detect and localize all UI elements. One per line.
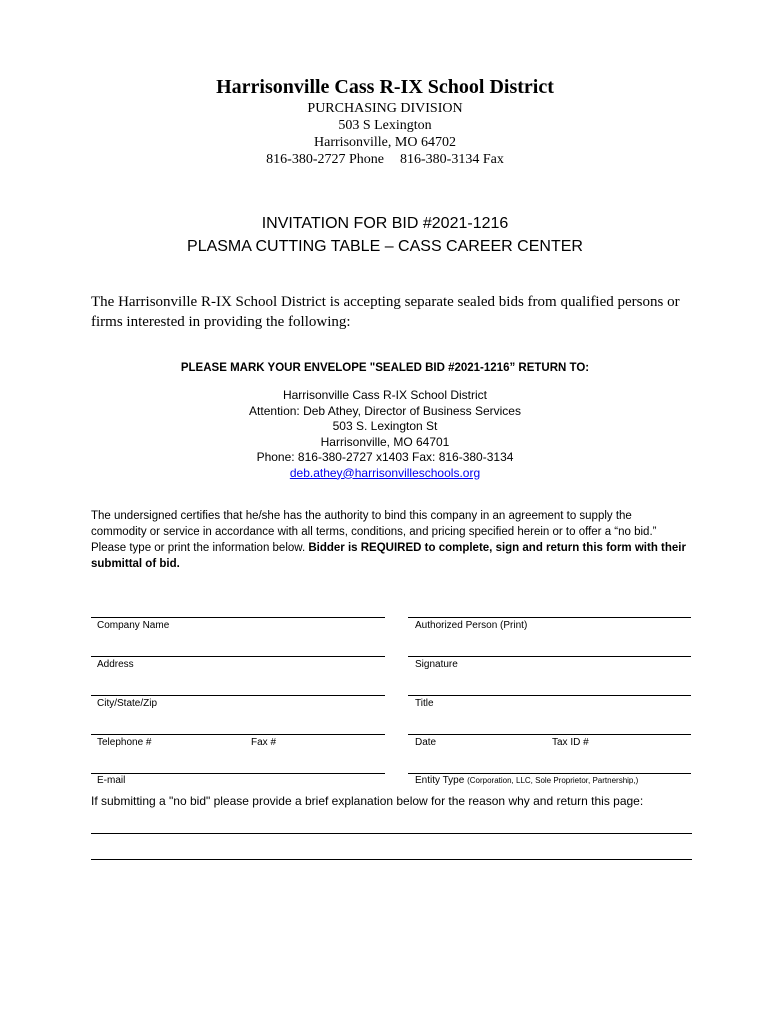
city-state-zip-label: City/State/Zip [97, 698, 158, 709]
entity-type-hint: (Corporation, LLC, Sole Proprietor, Partnership,) [467, 776, 639, 785]
address-label: Address [97, 659, 134, 670]
authorized-person-label: Authorized Person (Print) [415, 620, 528, 631]
email-label: E-mail [97, 775, 126, 786]
telephone-label: Telephone # [97, 737, 152, 748]
header-phone: 816-380-2727 Phone [266, 152, 384, 167]
bid-title-line1: INVITATION FOR BID #2021-1216 [261, 215, 509, 232]
street-address: 503 S Lexington [338, 118, 432, 133]
certification-text: The undersigned certifies that he/she has the authority to bind this company in an agreement to supply the commodity or service in accordance with all terms, conditions, and pricing specified herein or to offer a “no bid.” Please type or print the information below. [91, 510, 657, 554]
city-address: Harrisonville, MO 64702 [314, 135, 456, 150]
return-line-city: Harrisonville, MO 64701 [320, 434, 450, 449]
certification-paragraph [91, 508, 686, 572]
address-line[interactable] [91, 656, 385, 657]
authorized-person-line[interactable] [408, 617, 691, 618]
signature-line[interactable] [408, 656, 691, 657]
email-link[interactable]: deb.athey@harrisonvilleschools.org [289, 465, 481, 480]
no-bid-reason-line-1[interactable] [91, 833, 692, 834]
bid-title-line2: PLASMA CUTTING TABLE – CASS CAREER CENTER [187, 238, 583, 255]
return-line-street: 503 S. Lexington St [332, 419, 438, 433]
certification-required-text: Bidder is REQUIRED to complete, sign and return this form with their submittal of bid. [91, 542, 686, 570]
email-line[interactable] [91, 773, 385, 774]
company-name-line[interactable] [91, 617, 385, 618]
return-line-attention: Attention: Deb Athey, Director of Business Services [249, 403, 521, 418]
date-taxid-line[interactable] [408, 734, 691, 735]
entity-type-text: Entity Type [415, 775, 465, 786]
tax-id-label: Tax ID # [552, 737, 589, 748]
city-state-zip-line[interactable] [91, 695, 385, 696]
title-label: Title [415, 698, 434, 709]
organization-name: Harrisonville Cass R-IX School District [216, 76, 554, 98]
return-line-org: Harrisonville Cass R-IX School District [282, 388, 488, 402]
intro-paragraph: The Harrisonville R-IX School District is accepting separate sealed bids from qualified persons or firms interested in providing the following: [91, 294, 680, 330]
title-line[interactable] [408, 695, 691, 696]
signature-label: Signature [415, 659, 458, 670]
return-address-block [0, 388, 770, 481]
telephone-fax-line[interactable] [91, 734, 385, 735]
phone-fax-line [0, 151, 770, 168]
date-label: Date [415, 737, 437, 748]
header-fax: 816-380-3134 Fax [400, 152, 504, 167]
division-name: PURCHASING DIVISION [307, 101, 463, 116]
entity-type-line[interactable] [408, 773, 691, 774]
fax-label: Fax # [251, 737, 277, 748]
envelope-instruction: PLEASE MARK YOUR ENVELOPE "SEALED BID #2021-1216” RETURN TO: [180, 362, 590, 374]
no-bid-reason-line-2[interactable] [91, 859, 692, 860]
company-name-label: Company Name [97, 620, 170, 631]
return-line-phone: Phone: 816-380-2727 x1403 Fax: 816-380-3134 [256, 450, 514, 464]
entity-type-label [415, 775, 638, 786]
no-bid-prompt: If submitting a "no bid" please provide a brief explanation below for the reason why and return this page: [91, 794, 644, 808]
